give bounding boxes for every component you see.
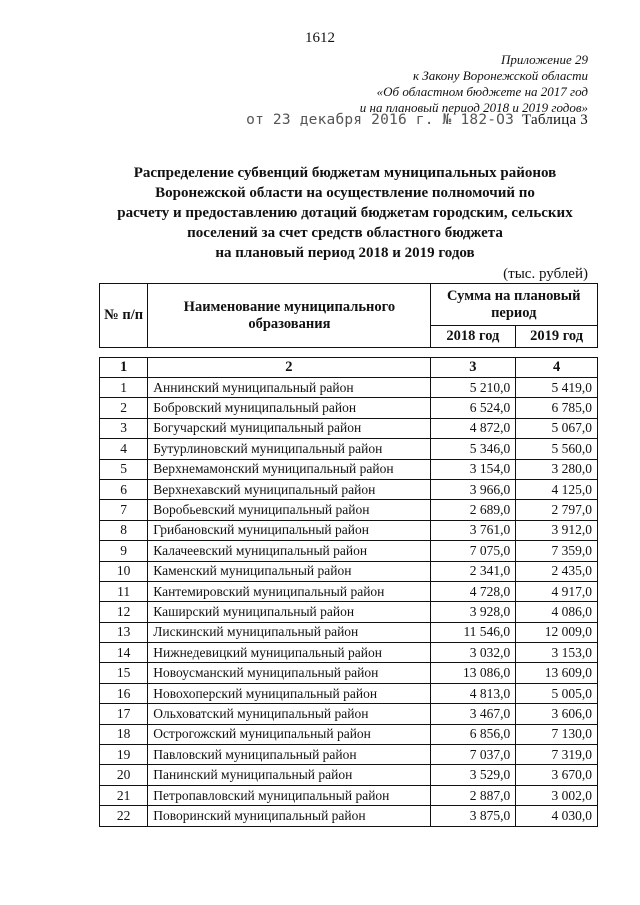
district-name: Верхнемамонский муниципальный район [148,459,430,479]
amount-2019: 5 419,0 [516,378,598,398]
district-name: Петропавловский муниципальный район [148,785,430,805]
amount-2018: 5 346,0 [430,439,516,459]
amount-2018: 3 529,0 [430,765,516,785]
amount-2018: 13 086,0 [430,663,516,683]
district-name: Аннинский муниципальный район [148,378,430,398]
district-name: Нижнедевицкий муниципальный район [148,643,430,663]
title-line-1: Распределение субвенций бюджетам муниципальных районов [133,165,557,181]
index-cell: 1 [100,358,148,378]
amount-2019: 5 005,0 [516,683,598,703]
amount-2019: 2 435,0 [516,561,598,581]
amount-2018: 2 887,0 [430,785,516,805]
district-name: Воробьевский муниципальный район [148,500,430,520]
amount-2019: 3 002,0 [516,785,598,805]
district-name: Лискинский муниципальный район [148,622,430,642]
row-number: 16 [100,683,148,703]
district-name: Бутурлиновский муниципальный район [148,439,430,459]
table-row [100,683,598,703]
table-row [100,398,598,418]
amount-2019: 3 153,0 [516,643,598,663]
district-name: Калачеевский муниципальный район [148,541,430,561]
row-number: 12 [100,602,148,622]
row-number: 22 [100,806,148,826]
row-number: 4 [100,439,148,459]
amount-2018: 3 966,0 [430,479,516,499]
unit-label: (тыс. рублей) [503,266,588,282]
district-name: Поворинский муниципальный район [148,806,430,826]
header-sum: Сумма на плановый период [430,284,597,326]
table-row [100,704,598,724]
index-cell: 3 [430,358,516,378]
table-row [100,520,598,540]
district-name: Новоусманский муниципальный район [148,663,430,683]
district-name: Кантемировский муниципальный район [148,581,430,601]
row-number: 13 [100,622,148,642]
amount-2019: 4 125,0 [516,479,598,499]
district-name: Каширский муниципальный район [148,602,430,622]
row-number: 5 [100,459,148,479]
table-row [100,418,598,438]
district-name: Бобровский муниципальный район [148,398,430,418]
amount-2018: 7 075,0 [430,541,516,561]
amount-2018: 11 546,0 [430,622,516,642]
table-row [100,806,598,826]
row-number: 17 [100,704,148,724]
amount-2019: 6 785,0 [516,398,598,418]
row-number: 7 [100,500,148,520]
row-number: 2 [100,398,148,418]
appendix-line-4: и на плановый период 2018 и 2019 годов» [359,100,588,115]
amount-2019: 4 917,0 [516,581,598,601]
table-row [100,785,598,805]
amount-2018: 6 524,0 [430,398,516,418]
amount-2019: 7 130,0 [516,724,598,744]
table-row [100,622,598,642]
table-row [100,663,598,683]
amount-2019: 5 067,0 [516,418,598,438]
table-row [100,500,598,520]
table-row [100,378,598,398]
district-name: Верхнехавский муниципальный район [148,479,430,499]
amount-2018: 7 037,0 [430,745,516,765]
amount-2018: 3 154,0 [430,459,516,479]
amount-2019: 7 319,0 [516,745,598,765]
amount-2019: 12 009,0 [516,622,598,642]
table-row [100,581,598,601]
district-name: Ольховатский муниципальный район [148,704,430,724]
amount-2019: 4 086,0 [516,602,598,622]
table-row [100,724,598,744]
index-cell: 4 [516,358,598,378]
amount-2018: 2 689,0 [430,500,516,520]
district-name: Богучарский муниципальный район [148,418,430,438]
amount-2019: 3 670,0 [516,765,598,785]
table-row [100,459,598,479]
amount-2018: 4 813,0 [430,683,516,703]
table-row [100,541,598,561]
row-number: 21 [100,785,148,805]
amount-2018: 5 210,0 [430,378,516,398]
header-year-2018: 2018 год [430,326,516,348]
amount-2018: 2 341,0 [430,561,516,581]
amount-2019: 3 606,0 [516,704,598,724]
stamp-text: от 23 декабря 2016 г. № 182-ОЗ [246,112,515,128]
amount-2018: 4 728,0 [430,581,516,601]
district-name: Панинский муниципальный район [148,765,430,785]
row-number: 15 [100,663,148,683]
amount-2019: 4 030,0 [516,806,598,826]
row-number: 14 [100,643,148,663]
row-number: 11 [100,581,148,601]
row-number: 3 [100,418,148,438]
row-number: 9 [100,541,148,561]
amount-2019: 5 560,0 [516,439,598,459]
row-number: 1 [100,378,148,398]
header-name: Наименование муниципального образования [148,284,430,348]
appendix-line-2: к Закону Воронежской области [412,68,588,83]
title-line-4: поселений за счет средств областного бюджета [187,225,503,241]
district-name: Новохоперский муниципальный район [148,683,430,703]
table-row [100,745,598,765]
amount-2018: 3 761,0 [430,520,516,540]
row-number: 8 [100,520,148,540]
subventions-table [99,283,598,827]
district-name: Павловский муниципальный район [148,745,430,765]
amount-2018: 3 875,0 [430,806,516,826]
row-number: 20 [100,765,148,785]
amount-2018: 3 467,0 [430,704,516,724]
amount-2018: 6 856,0 [430,724,516,744]
amount-2019: 7 359,0 [516,541,598,561]
header-year-2019: 2019 год [516,326,598,348]
header-gap [100,348,598,358]
amount-2019: 3 280,0 [516,459,598,479]
appendix-line-3: «Об областном бюджете на 2017 год [376,84,588,99]
amount-2019: 13 609,0 [516,663,598,683]
row-number: 6 [100,479,148,499]
amount-2019: 3 912,0 [516,520,598,540]
amount-2019: 2 797,0 [516,500,598,520]
table-row [100,765,598,785]
table-row [100,643,598,663]
title-line-3: расчету и предоставлению дотаций бюджетам городским, сельских [117,205,573,221]
table-body [100,378,598,827]
document-title [90,163,600,263]
district-name: Каменский муниципальный район [148,561,430,581]
law-date-stamp [246,112,588,129]
amount-2018: 3 032,0 [430,643,516,663]
amount-2018: 3 928,0 [430,602,516,622]
district-name: Острогожский муниципальный район [148,724,430,744]
district-name: Грибановский муниципальный район [148,520,430,540]
table-row [100,602,598,622]
row-number: 19 [100,745,148,765]
column-index-row [100,358,598,378]
index-cell: 2 [148,358,430,378]
title-line-5: на плановый период 2018 и 2019 годов [215,245,475,261]
appendix-line-1: Приложение 29 [500,52,588,67]
table-row [100,439,598,459]
appendix-header [360,52,588,116]
table-label: Таблица 3 [522,112,588,128]
amount-2018: 4 872,0 [430,418,516,438]
page-number: 1612 [305,30,335,46]
title-line-2: Воронежской области на осуществление полномочий по [155,185,535,201]
row-number: 10 [100,561,148,581]
header-num: № п/п [100,284,148,348]
table-row [100,479,598,499]
row-number: 18 [100,724,148,744]
table-row [100,561,598,581]
